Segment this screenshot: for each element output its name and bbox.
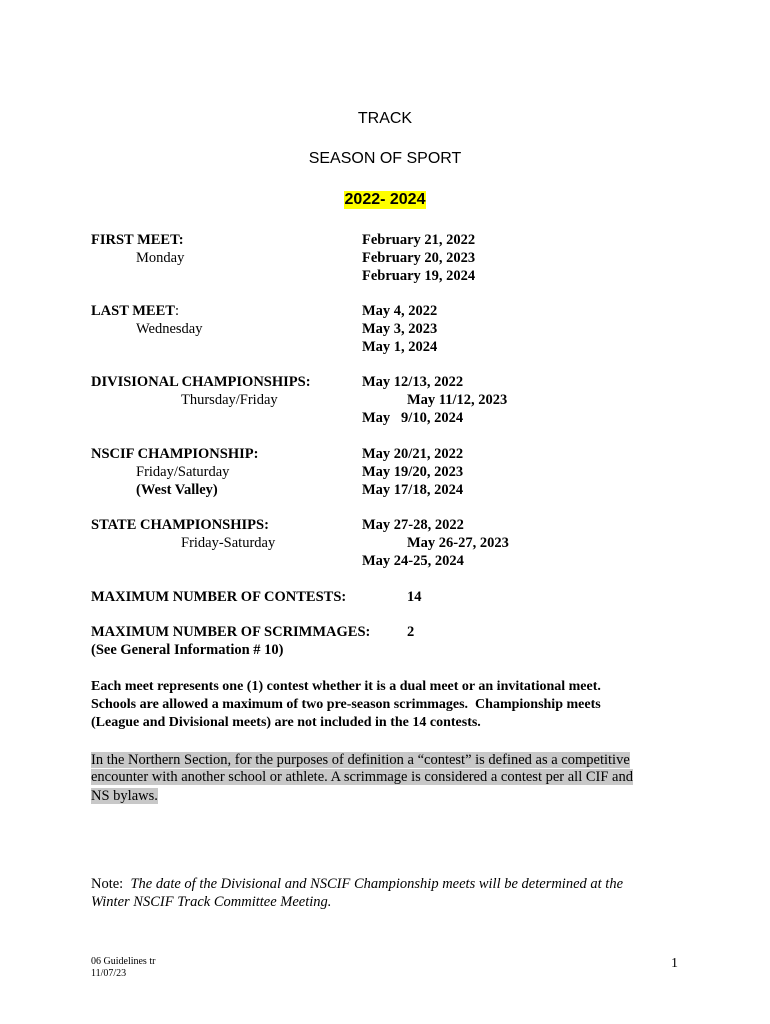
northern-section-line: In the Northern Section, for the purposes of definition a “contest” is defined as a competitive	[91, 752, 630, 768]
first-meet-date-2023: February 20, 2023	[362, 250, 476, 266]
state-date-2024: May 24-25, 2024	[362, 553, 464, 569]
divisional-date-2024: May 9/10, 2024	[362, 410, 464, 426]
state-date-2022: May 27-28, 2022	[362, 517, 464, 533]
max-scrimmages-value: 2	[407, 624, 415, 640]
contest-paragraph-line: Each meet represents one (1) contest whether it is a dual meet or an invitational meet.	[91, 679, 601, 694]
nscif-date-2022: May 20/21, 2022	[362, 446, 464, 462]
document-subtitle: SEASON OF SPORT	[308, 150, 462, 167]
state-label: STATE CHAMPIONSHIPS:	[91, 517, 269, 533]
contest-paragraph-line: Schools are allowed a maximum of two pre-season scrimmages. Championship meets	[91, 697, 601, 712]
state-day: Friday-Saturday	[181, 535, 276, 551]
nscif-location: (West Valley)	[136, 482, 218, 498]
max-contests-label: MAXIMUM NUMBER OF CONTESTS:	[91, 589, 347, 605]
last-meet-date-2023: May 3, 2023	[362, 321, 438, 337]
document-title: TRACK	[357, 110, 413, 127]
northern-section-line: NS bylaws.	[91, 788, 158, 804]
first-meet-date-2022: February 21, 2022	[362, 232, 476, 248]
divisional-day: Thursday/Friday	[181, 392, 278, 408]
page-number: 1	[671, 956, 678, 971]
last-meet-date-2022: May 4, 2022	[362, 303, 438, 319]
first-meet-label: FIRST MEET:	[91, 232, 184, 248]
divisional-label: DIVISIONAL CHAMPIONSHIPS:	[91, 374, 311, 390]
last-meet-date-2024: May 1, 2024	[362, 339, 438, 355]
first-meet-date-2024: February 19, 2024	[362, 268, 476, 284]
footer-file: 06 Guidelines tr	[91, 956, 156, 967]
contest-paragraph-line: (League and Divisional meets) are not included in the 14 contests.	[91, 715, 481, 730]
nscif-label: NSCIF CHAMPIONSHIP:	[91, 446, 259, 462]
state-date-2023: May 26-27, 2023	[407, 535, 509, 551]
note-text: Winter NSCIF Track Committee Meeting.	[91, 894, 332, 910]
max-contests-value: 14	[407, 589, 422, 605]
max-scrimmages-label: MAXIMUM NUMBER OF SCRIMMAGES:	[91, 624, 371, 640]
note-line	[91, 874, 623, 894]
divisional-date-2023: May 11/12, 2023	[407, 392, 508, 408]
nscif-date-2024: May 17/18, 2024	[362, 482, 464, 498]
note-line	[91, 892, 331, 912]
max-scrimmages-note: (See General Information # 10)	[91, 642, 284, 658]
season-years: 2022- 2024	[344, 191, 426, 208]
first-meet-day: Monday	[136, 250, 185, 266]
note-text: The date of the Divisional and NSCIF Championship meets will be determined at the	[130, 876, 624, 892]
footer-date: 11/07/23	[91, 968, 127, 979]
last-meet-label: LAST MEET:	[91, 303, 179, 319]
last-meet-day: Wednesday	[136, 321, 203, 337]
nscif-date-2023: May 19/20, 2023	[362, 464, 464, 480]
season-years-wrap	[0, 191, 770, 209]
note-prefix: Note:	[91, 876, 131, 892]
divisional-date-2022: May 12/13, 2022	[362, 374, 464, 390]
nscif-day: Friday/Saturday	[136, 464, 230, 480]
northern-section-line: encounter with another school or athlete. A scrimmage is considered a contest per all CIF and	[91, 769, 633, 785]
